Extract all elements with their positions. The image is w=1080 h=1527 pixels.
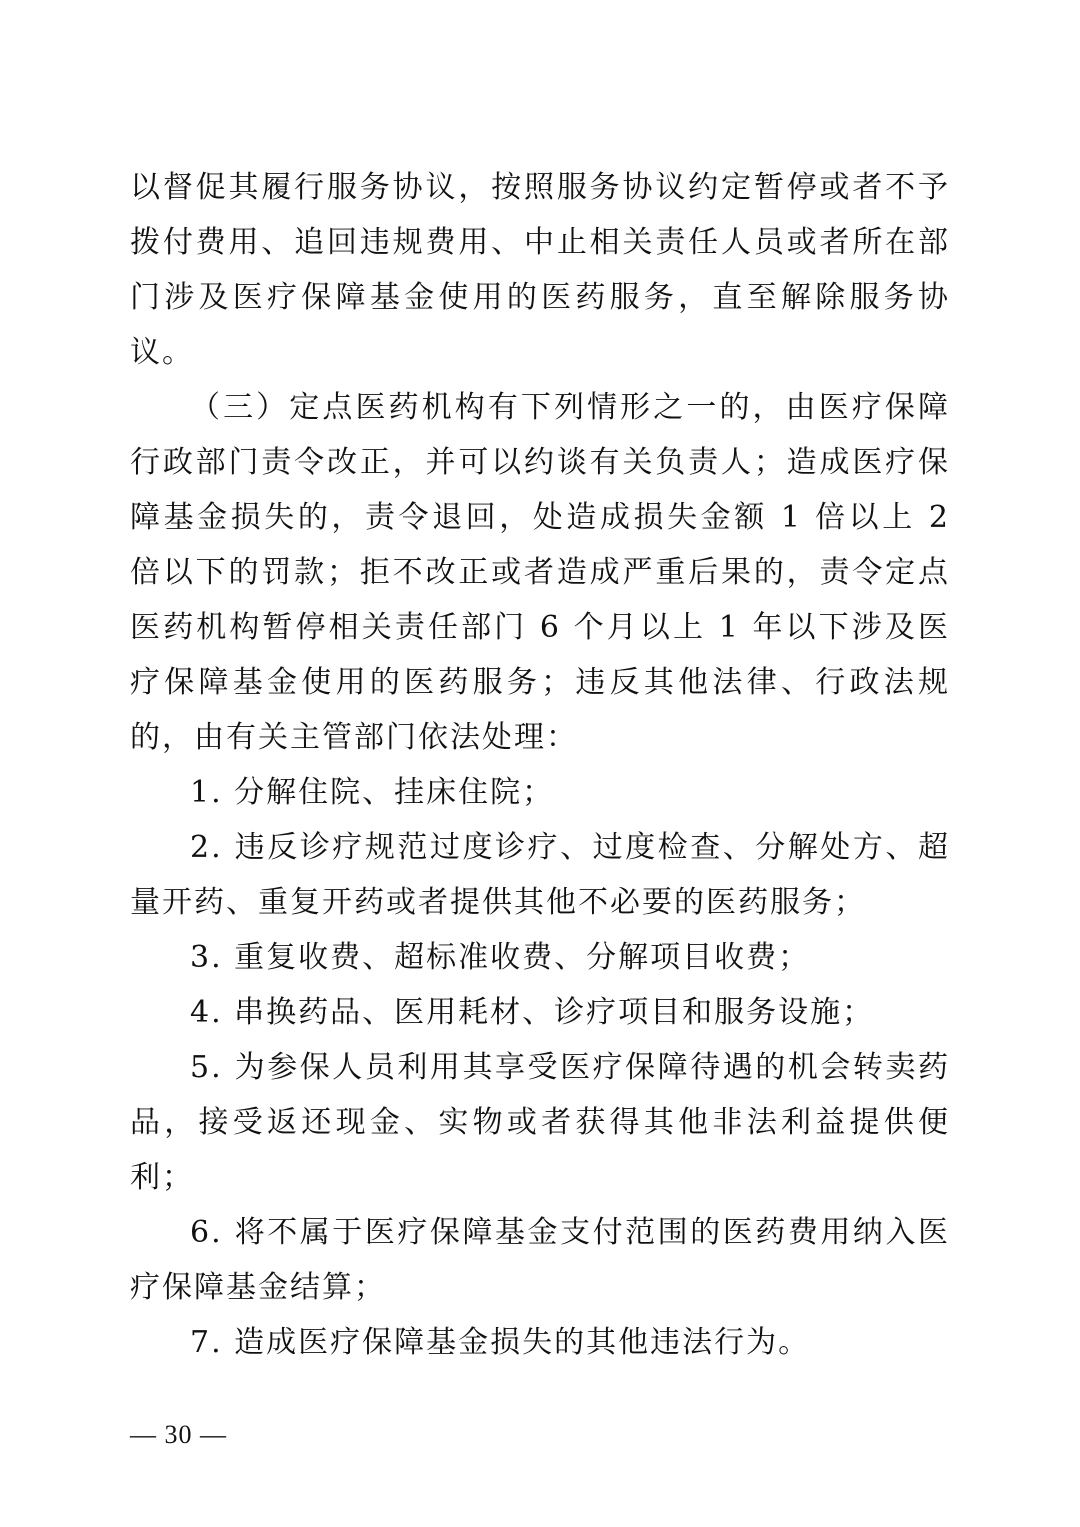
list-item-7: 7. 造成医疗保障基金损失的其他违法行为。 [190, 1325, 811, 1360]
page-number: — 30 — [130, 1420, 227, 1449]
document-body [130, 160, 950, 1370]
paragraph-section-three: （三）定点医药机构有下列情形之一的，由医疗保障行政部门责令改正，并可以约谈有关负责人；造成医疗保障基金损失的，责令退回，处造成损失金额 1 倍以上 2 倍以下的罚款；拒不改正或者造成严重后果的，责令定点医药机构暂停相关责任部门 6 个月以上 1 年以下涉及医疗保障基金使用的医药服务；违反其他法律、行政法规的，由有关主管部门依法处理： [130, 390, 950, 755]
list-item-2: 2. 违反诊疗规范过度诊疗、过度检查、分解处方、超量开药、重复开药或者提供其他不必要的医药服务； [130, 830, 950, 920]
list-item-5: 5. 为参保人员利用其享受医疗保障待遇的机会转卖药品，接受返还现金、实物或者获得其他非法利益提供便利； [130, 1050, 950, 1195]
paragraph-continuation: 以督促其履行服务协议，按照服务协议约定暂停或者不予拨付费用、追回违规费用、中止相关责任人员或者所在部门涉及医疗保障基金使用的医药服务，直至解除服务协议。 [130, 170, 950, 370]
list-item-6: 6. 将不属于医疗保障基金支付范围的医药费用纳入医疗保障基金结算； [130, 1215, 950, 1305]
list-item-1: 1. 分解住院、挂床住院； [190, 775, 555, 810]
list-item-4: 4. 串换药品、医用耗材、诊疗项目和服务设施； [190, 995, 875, 1030]
list-item-3: 3. 重复收费、超标准收费、分解项目收费； [190, 940, 811, 975]
